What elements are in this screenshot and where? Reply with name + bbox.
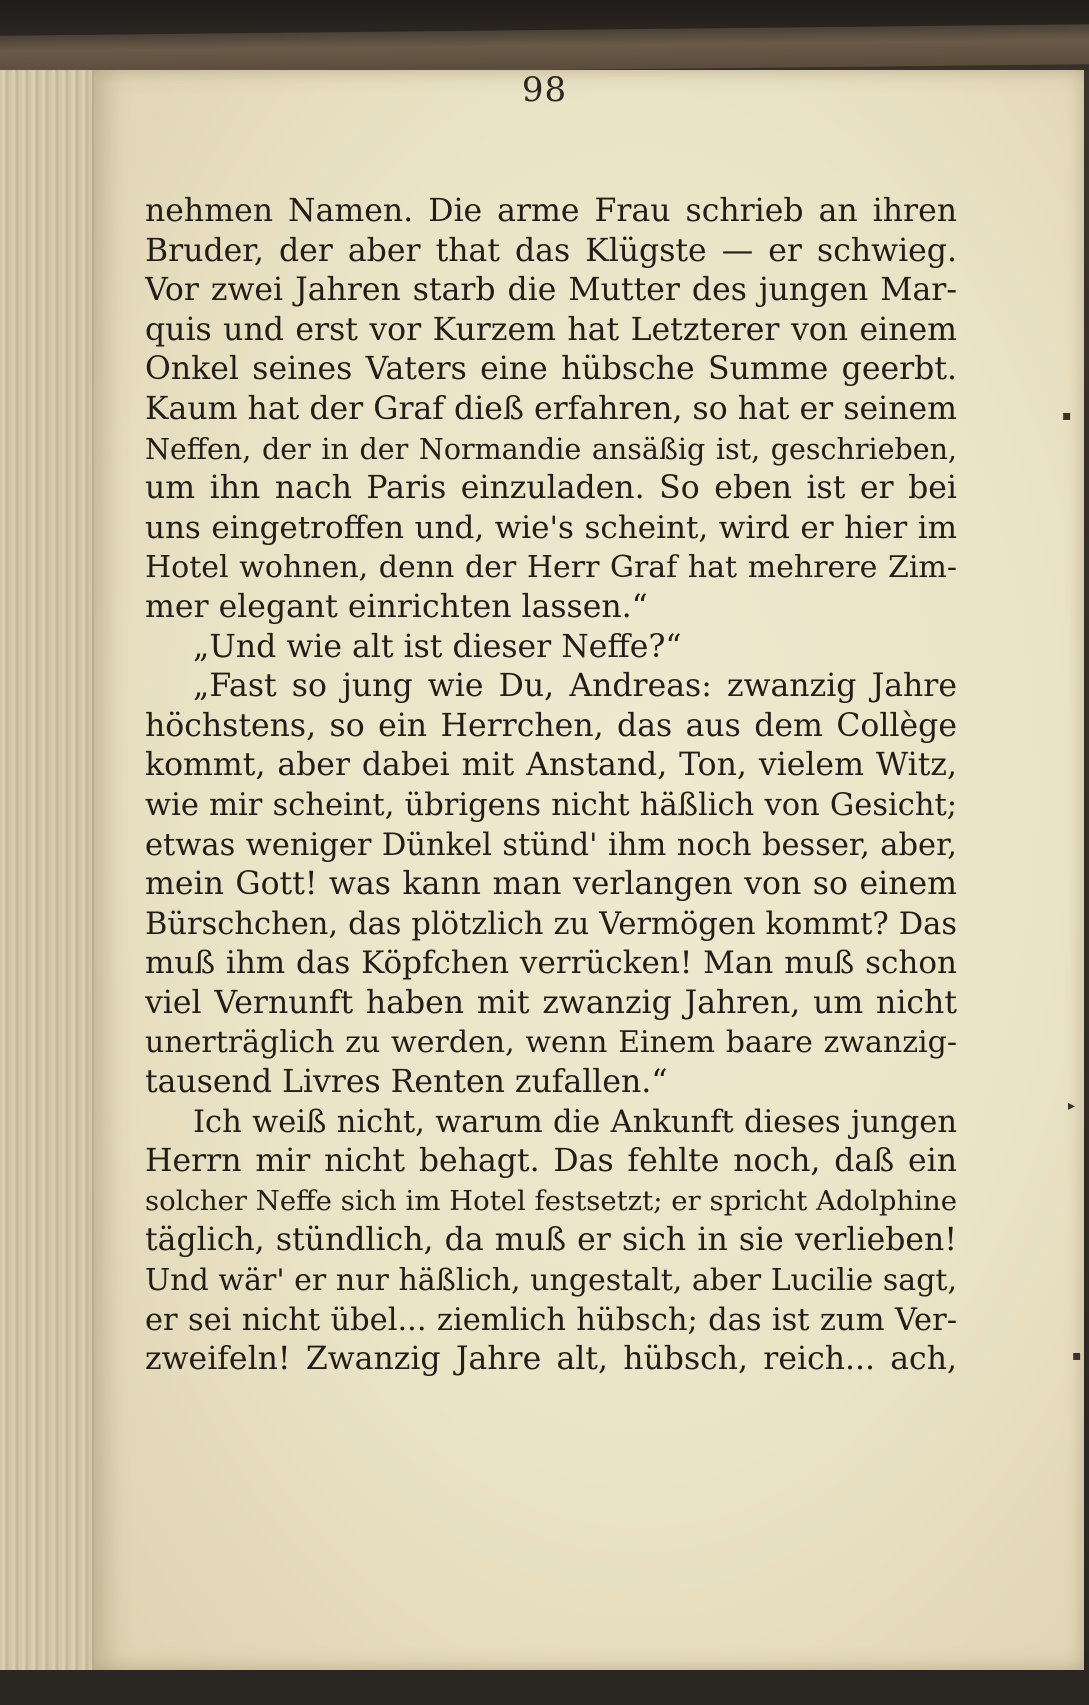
text-line: Bürschchen, das plötzlich zu Vermögen kommt? Das (145, 906, 957, 942)
text-line: zweifeln! Zwanzig Jahre alt, hübsch, reich... ach, (145, 1341, 957, 1378)
text-line: etwas weniger Dünkel stünd' ihm noch besser, aber, (145, 827, 957, 863)
text-line: nehmen Namen. Die arme Frau schrieb an ihren (145, 193, 957, 229)
text-line: quis und erst vor Kurzem hat Letzterer von einem (145, 311, 957, 348)
text-line: er sei nicht übel... ziemlich hübsch; das ist zum Ver- (145, 1302, 957, 1338)
text-line: muß ihm das Köpfchen verrücken! Man muß schon (145, 945, 957, 982)
text-line: kommt, aber dabei mit Anstand, Ton, vielem Witz, (145, 747, 957, 784)
margin-mark: ▸ (1068, 1098, 1076, 1114)
margin-mark: ▪ (1072, 1348, 1082, 1364)
text-line: Onkel seines Vaters eine hübsche Summe geerbt. (145, 351, 957, 388)
text-line: Kaum hat der Graf dieß erfahren, so hat er seinem (145, 390, 957, 427)
book-top-edge (0, 24, 1089, 75)
text-line: Vor zwei Jahren starb die Mutter des jungen Mar- (145, 272, 957, 309)
page-number: 98 (521, 70, 568, 110)
text-line: Bruder, der aber that das Klügste — er schwieg. (145, 232, 957, 269)
text-line: solcher Neffe sich im Hotel festsetzt; er spricht Adolphine (145, 1184, 957, 1217)
text-line: um ihn nach Paris einzuladen. So eben ist er bei (145, 470, 957, 507)
text-line: mer elegant einrichten lassen.“ (145, 588, 648, 625)
text-line: uns eingetroffen und, wie's scheint, wird er hier im (145, 509, 957, 546)
text-line: „Und wie alt ist dieser Neffe?“ (193, 628, 682, 665)
text-line: wie mir scheint, übrigens nicht häßlich von Gesicht; (145, 787, 957, 823)
text-line: Neffen, der in der Normandie ansäßig ist, geschrieben, (145, 432, 957, 466)
text-line: viel Vernunft haben mit zwanzig Jahren, um nicht (145, 984, 957, 1021)
text-line: höchstens, so ein Herrchen, das aus dem Collège (145, 707, 957, 744)
text-line: mein Gott! was kann man verlangen von so einem (145, 866, 957, 903)
text-line: täglich, stündlich, da muß er sich in sie verlieben! (145, 1222, 957, 1259)
text-line: Herrn mir nicht behagt. Das fehlte noch, daß ein (145, 1143, 957, 1180)
margin-mark: ▪ (1062, 408, 1072, 424)
text-line: tausend Livres Renten zufallen.“ (145, 1064, 668, 1101)
text-line: unerträglich zu werden, wenn Einem baare zwanzig- (145, 1025, 957, 1061)
text-line: Hotel wohnen, denn der Herr Graf hat mehrere Zim- (145, 550, 957, 586)
page-text (145, 192, 957, 1380)
text-line: Ich weiß nicht, warum die Ankunft dieses jungen (193, 1104, 957, 1140)
text-line: Und wär' er nur häßlich, ungestalt, aber Lucilie sagt, (145, 1263, 957, 1299)
text-line: „Fast so jung wie Du, Andreas: zwanzig Jahre (193, 668, 957, 705)
